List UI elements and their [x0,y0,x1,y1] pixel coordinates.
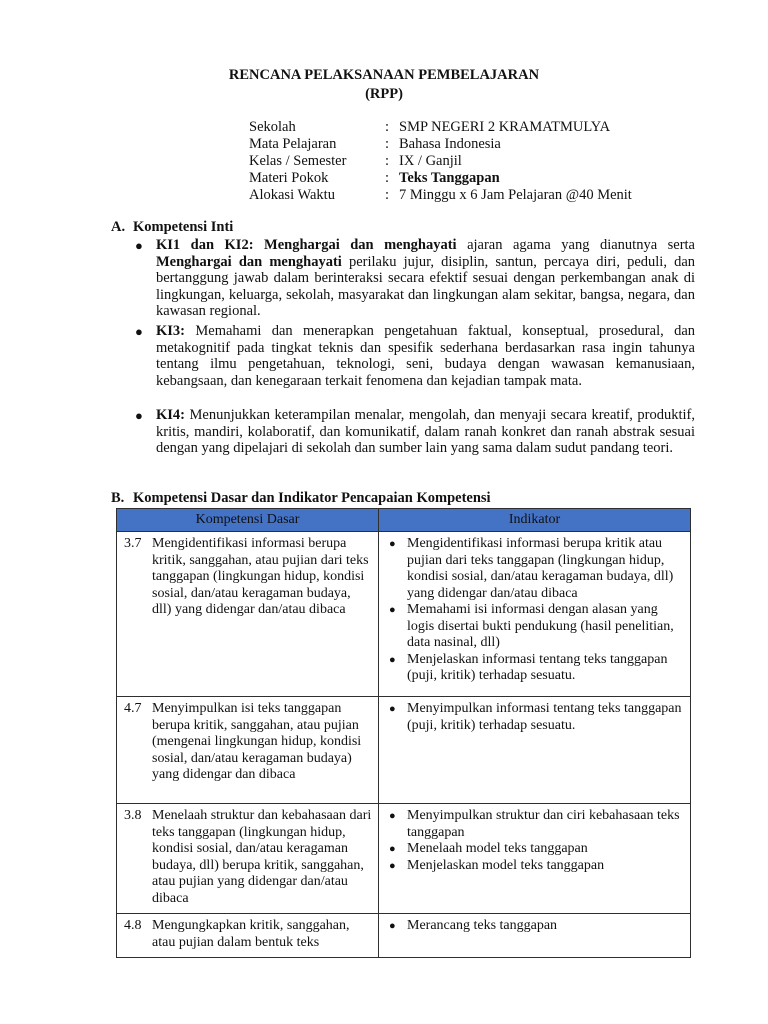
identity-label: Kelas / Semester [249,153,347,169]
ki-emphasis: Menghargai dan menghayati [264,237,457,253]
kd-cell [117,697,379,804]
ki-lead: KI1 dan KI2: [156,237,254,253]
column-header-kompetensi-dasar: Kompetensi Dasar [117,509,379,532]
ki-body: Memahami dan menerapkan pengetahuan faktual, konseptual, prosedural, dan metakognitif pada tingkat teknis dan spesifik sederhana berdasarkan rasa ingin tahunya tentang ilmu pengetahuan, teknologi, seni, budaya dengan wawasan kemanusiaan, kebangsaan, dan kenegaraan terkait fenomena dan kejadian tampak mata. [156,323,696,389]
indicator-text: Menjelaskan informasi tentang teks tanggapan (puji, kritik) terhadap sesuatu. [407,651,668,683]
identity-label: Mata Pelajaran [249,136,337,152]
kd-text: Mengungkapkan kritik, sanggahan, atau pujian dalam bentuk teks [152,918,350,950]
identity-row-alokasi-waktu [249,187,632,204]
kd-number: 3.7 [124,536,142,551]
ki-lead: KI3: [156,323,185,339]
section-letter: A. [111,219,126,235]
document-title: RENCANA PELAKSANAAN PEMBELAJARAN [228,67,540,83]
indicator-cell [379,697,691,804]
kd-text: Menyimpulkan isi teks tanggapan berupa kritik, sanggahan, atau pujian (mengenai lingkungan hidup, kondisi sosial, dan/atau keragaman budaya) yang didengar dan dibaca [152,701,362,782]
identity-colon: : [385,136,390,152]
bullet-icon: ● [389,810,396,822]
ki-body: Menunjukkan keterampilan menalar, mengolah, dan menyaji secara kreatif, produktif, kritis, mandiri, kolaboratif, dan komunikatif, dalam ranah konkret dan ranah abstrak sesuai dengan yang dipelajari di sekolah dan sumber lain yang sama dalam sudut pandang teori. [156,407,695,456]
table-row [117,697,691,804]
indicator-item [385,602,684,652]
bullet-icon: ● [135,408,143,423]
section-letter: B. [111,490,125,506]
indicator-item [385,841,684,858]
bullet-icon: ● [389,604,396,616]
indicator-text: Menelaah model teks tanggapan [407,841,588,856]
ki-body: perilaku jujur, disiplin, santun, percaya diri, peduli, dan bertanggung jawab dalam berinteraksi secara efektif sesuai dengan perkembangan anak di lingkungan, keluarga, sekolah, masyarakat dan lingkungan alam sekitar, bangsa, negara, dan kawasan regional. [156,253,695,319]
indicator-item [385,536,684,602]
section-a-heading [111,219,233,236]
document-subtitle: (RPP) [365,86,403,102]
identity-colon: : [385,170,390,186]
identity-row-materi-pokok [249,170,632,187]
bullet-icon: ● [389,920,396,932]
ki-text [156,323,695,389]
identity-label: Alokasi Waktu [249,187,335,203]
indicator-item [385,652,684,685]
bullet-icon: ● [389,859,396,872]
identity-value: SMP NEGERI 2 KRAMATMULYA [399,119,611,135]
bullet-icon: ● [135,238,143,253]
indicator-cell [379,532,691,697]
table-header-row [117,509,691,532]
indicator-text: Memahami isi informasi dengan alasan yang logis disertai bukti pendukung (hasil penelitian, data nasinal, dll) [407,602,674,650]
identity-colon: : [385,153,390,169]
indicator-text: Merancang teks tanggapan [407,918,558,933]
identity-value: Bahasa Indonesia [399,136,501,152]
table-row [117,532,691,697]
indicator-text: Menjelaskan model teks tanggapan [407,857,605,873]
column-header-indikator: Indikator [379,509,691,532]
identity-colon: : [385,187,390,203]
identity-row-mata-pelajaran [249,136,632,153]
bullet-icon: ● [389,653,396,666]
indicator-item [385,808,684,841]
bullet-icon: ● [389,843,396,855]
section-b-heading [111,490,491,507]
kd-number: 4.7 [124,701,142,716]
indicator-cell [379,804,691,914]
indicator-text: Menyimpulkan struktur dan ciri kebahasaan teks tanggapan [407,808,680,840]
ki-item-ki1-ki2 [135,237,695,320]
identity-label: Sekolah [249,119,296,135]
kd-cell [117,914,379,958]
kd-cell [117,532,379,697]
kd-indikator-table [116,508,691,958]
identity-row-kelas-semester [249,153,632,170]
indicator-text: Menyimpulkan informasi tentang teks tanggapan (puji, kritik) terhadap sesuatu. [407,701,682,733]
section-title: Kompetensi Dasar dan Indikator Pencapaian Kompetensi [133,490,491,506]
ki-body: ajaran agama yang dianutnya serta [467,237,695,253]
table-row [117,804,691,914]
indicator-item [385,858,684,875]
identity-value: 7 Minggu x 6 Jam Pelajaran @40 Menit [399,187,632,203]
indicator-text: Mengidentifikasi informasi berupa kritik atau pujian dari teks tanggapan (lingkungan hidup, kondisi sosial, dan/atau keragaman budaya, dll) yang didengar dan/atau dibaca [407,536,674,601]
kd-number: 3.8 [124,808,142,823]
identity-label: Materi Pokok [249,170,329,186]
ki-item-ki4 [135,407,695,457]
identity-value: IX / Ganjil [399,153,462,169]
identity-colon: : [385,119,390,135]
ki-lead: KI4: [156,407,185,423]
kd-text: Menelaah struktur dan kebahasaan dari teks tanggapan (lingkungan hidup, kondisi sosial, dan/atau keragaman budaya, dll) berupa kritik, sanggahan, atau pujian yang didengar dan/atau dibaca [152,808,372,906]
kd-cell [117,804,379,914]
kd-number: 4.8 [124,918,142,933]
ki-item-ki3 [135,323,695,389]
indicator-cell [379,914,691,958]
bullet-icon: ● [135,324,143,339]
indicator-item [385,701,684,734]
identity-block [249,119,632,204]
ki-text [156,407,695,457]
ki-emphasis: Menghargai dan menghayati [156,253,342,270]
bullet-icon: ● [389,538,396,550]
identity-value: Teks Tanggapan [399,170,500,186]
identity-row-sekolah [249,119,632,136]
ki-text [156,237,695,320]
bullet-icon: ● [389,703,396,715]
kd-text: Mengidentifikasi informasi berupa kritik, sanggahan, atau pujian dari teks tanggapan (lingkungan hidup, kondisi sosial, dan/atau keragaman budaya, dll) yang didengar dan/atau dibaca [152,536,369,617]
section-title: Kompetensi Inti [133,219,234,235]
indicator-item [385,918,684,935]
table-row [117,914,691,958]
